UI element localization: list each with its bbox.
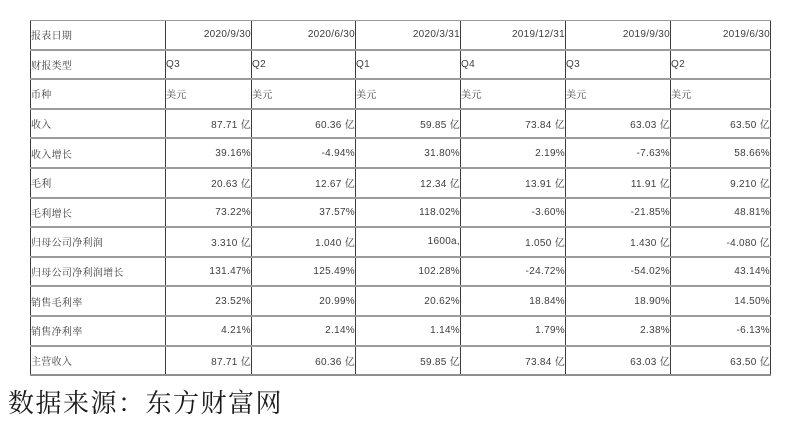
cell: 2019/12/31	[461, 21, 566, 50]
table-row	[31, 79, 771, 109]
row-label: 归母公司净利润增长	[31, 257, 166, 287]
cell: 美元	[166, 79, 252, 109]
cell: 31.80%	[356, 138, 461, 168]
table-row	[31, 138, 771, 168]
cell: 73.84 亿	[461, 109, 566, 139]
cell: 2.14%	[252, 316, 356, 346]
cell: 13.91 亿	[461, 168, 566, 198]
row-label: 归母公司净利润	[31, 227, 166, 257]
table-row	[31, 198, 771, 228]
cell: -21.85%	[566, 198, 671, 228]
cell: -24.72%	[461, 257, 566, 287]
row-label: 报表日期	[31, 21, 166, 50]
cell: 37.57%	[252, 198, 356, 228]
cell: 87.71 亿	[166, 109, 252, 139]
row-label: 财报类型	[31, 50, 166, 80]
cell: 59.85 亿	[356, 346, 461, 376]
row-label: 毛利增长	[31, 198, 166, 228]
cell: 3.310 亿	[166, 227, 252, 257]
table-body	[31, 21, 771, 376]
cell: 87.71 亿	[166, 346, 252, 376]
cell: 1.050 亿	[461, 227, 566, 257]
cell: 118.02%	[356, 198, 461, 228]
cell: Q4	[461, 50, 566, 80]
row-label: 毛利	[31, 168, 166, 198]
cell: 2020/3/31	[356, 21, 461, 50]
cell: 18.84%	[461, 286, 566, 316]
cell: 20.99%	[252, 286, 356, 316]
cell: 美元	[566, 79, 671, 109]
cell: 131.47%	[166, 257, 252, 287]
row-label: 币种	[31, 79, 166, 109]
cell: -3.60%	[461, 198, 566, 228]
cell: Q3	[166, 50, 252, 80]
cell: 63.03 亿	[566, 346, 671, 376]
cell: 1600a,	[356, 227, 461, 257]
cell: 9.210 亿	[671, 168, 771, 198]
row-label: 收入	[31, 109, 166, 139]
row-label: 销售毛利率	[31, 286, 166, 316]
table-row	[31, 227, 771, 257]
cell: 11.91 亿	[566, 168, 671, 198]
cell: 63.03 亿	[566, 109, 671, 139]
cell: 125.49%	[252, 257, 356, 287]
cell: 102.28%	[356, 257, 461, 287]
cell: -7.63%	[566, 138, 671, 168]
table-row	[31, 286, 771, 316]
cell: 2019/6/30	[671, 21, 771, 50]
cell: Q2	[671, 50, 771, 80]
cell: 美元	[671, 79, 771, 109]
cell: 23.52%	[166, 286, 252, 316]
cell: 63.50 亿	[671, 109, 771, 139]
table-row	[31, 316, 771, 346]
cell: 73.84 亿	[461, 346, 566, 376]
cell: 美元	[252, 79, 356, 109]
cell: Q2	[252, 50, 356, 80]
table-row	[31, 21, 771, 50]
cell: -6.13%	[671, 316, 771, 346]
cell: 1.040 亿	[252, 227, 356, 257]
cell: 美元	[356, 79, 461, 109]
cell: 2020/9/30	[166, 21, 252, 50]
cell: 2.19%	[461, 138, 566, 168]
row-label: 销售净利率	[31, 316, 166, 346]
cell: 39.16%	[166, 138, 252, 168]
table-row	[31, 109, 771, 139]
cell: 58.66%	[671, 138, 771, 168]
cell: -4.080 亿	[671, 227, 771, 257]
cell: -54.02%	[566, 257, 671, 287]
cell: 12.67 亿	[252, 168, 356, 198]
table-row	[31, 168, 771, 198]
table-row	[31, 257, 771, 287]
cell: 2.38%	[566, 316, 671, 346]
cell: 20.62%	[356, 286, 461, 316]
cell: 59.85 亿	[356, 109, 461, 139]
row-label: 主营收入	[31, 346, 166, 376]
cell: 2019/9/30	[566, 21, 671, 50]
cell: 20.63 亿	[166, 168, 252, 198]
cell: 2020/6/30	[252, 21, 356, 50]
cell: 48.81%	[671, 198, 771, 228]
cell: 14.50%	[671, 286, 771, 316]
cell: 43.14%	[671, 257, 771, 287]
cell: 60.36 亿	[252, 346, 356, 376]
cell: 60.36 亿	[252, 109, 356, 139]
cell: Q1	[356, 50, 461, 80]
cell: 18.90%	[566, 286, 671, 316]
cell: -4.94%	[252, 138, 356, 168]
cell: 12.34 亿	[356, 168, 461, 198]
quarterly-financials-table	[30, 20, 771, 376]
cell: 1.14%	[356, 316, 461, 346]
table-row	[31, 50, 771, 80]
data-source-caption: 数据来源：东方财富网	[8, 388, 284, 418]
cell: Q3	[566, 50, 671, 80]
cell: 73.22%	[166, 198, 252, 228]
cell: 1.430 亿	[566, 227, 671, 257]
cell: 63.50 亿	[671, 346, 771, 376]
cell: 1.79%	[461, 316, 566, 346]
cell: 4.21%	[166, 316, 252, 346]
financial-table-container	[30, 20, 771, 376]
table-row	[31, 346, 771, 376]
cell: 美元	[461, 79, 566, 109]
row-label: 收入增长	[31, 138, 166, 168]
